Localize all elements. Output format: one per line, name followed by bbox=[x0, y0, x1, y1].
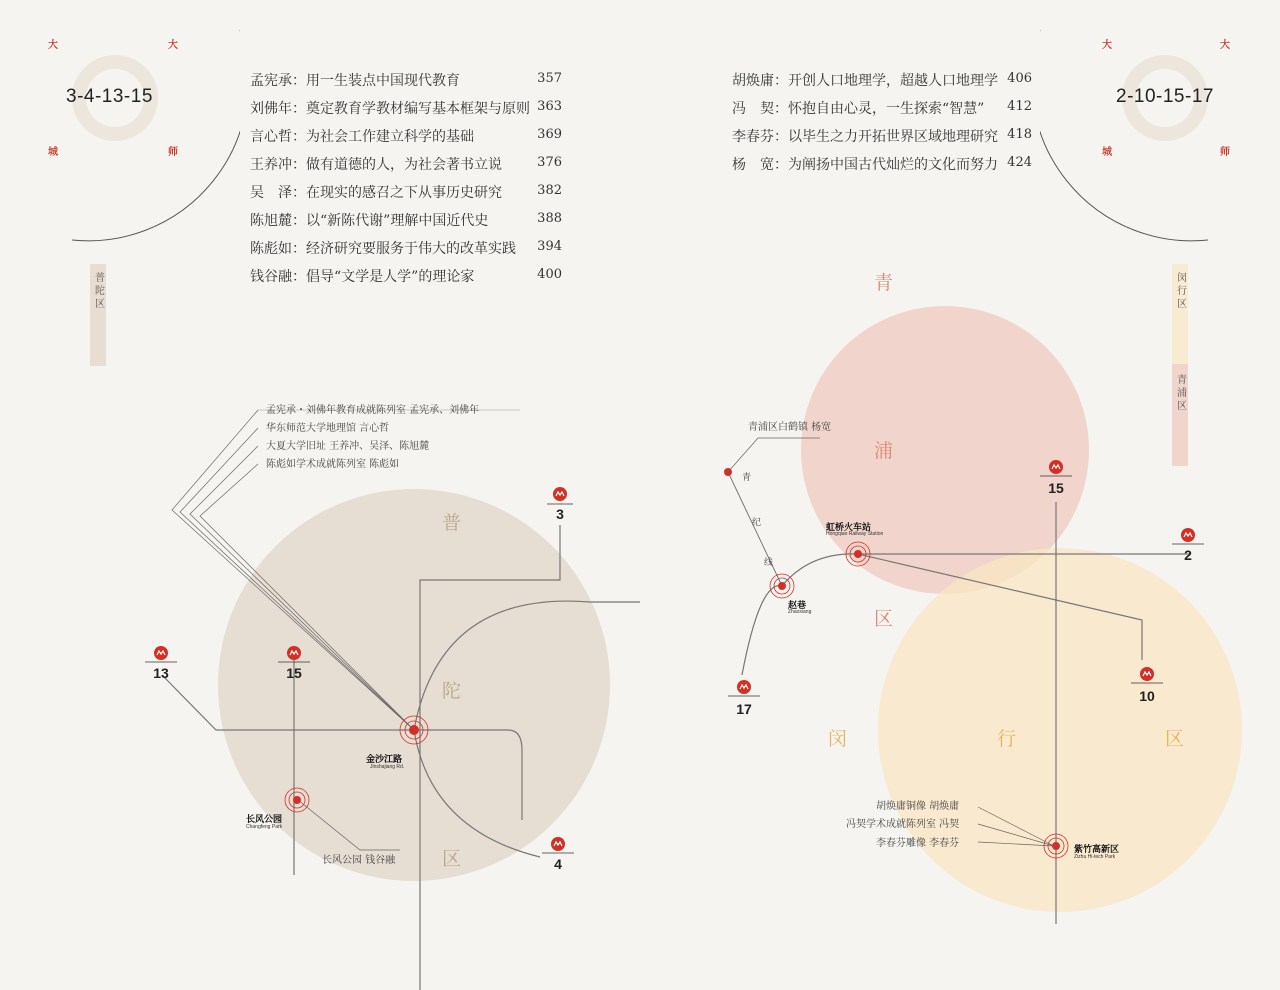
toc-name: 冯 契 bbox=[732, 101, 774, 117]
right-corner-char-1: 大 bbox=[1102, 40, 1112, 51]
line-number-3: 3 bbox=[556, 506, 564, 522]
toc-entry[interactable]: 冯 契：怀抱自由心灵，一生探索“智慧” bbox=[732, 101, 985, 117]
toc-desc: 以“新陈代谢”理解中国近代史 bbox=[306, 213, 489, 229]
left-corner-char-4: 师 bbox=[168, 147, 178, 158]
toc-page-number: 424 bbox=[1007, 155, 1032, 170]
qingji-line-char-2: 纪 bbox=[752, 518, 762, 528]
station-en-jinshajiang: Jinshajiang Rd. bbox=[370, 764, 405, 770]
toc-name: 吴 泽 bbox=[250, 185, 292, 201]
station-en-zhaoxiang: Zhaoxiang bbox=[788, 609, 812, 615]
toc-desc: 倡导“文学是人学”的理论家 bbox=[306, 269, 475, 285]
toc-entry[interactable]: 言心哲：为社会工作建立科学的基础 bbox=[250, 129, 474, 145]
zizhu-annotation: 冯契学术成就陈列室 冯契 bbox=[846, 819, 960, 830]
toc-page-number: 406 bbox=[1007, 71, 1032, 86]
station-name-zhaoxiang: 赵巷 bbox=[788, 601, 807, 611]
toc-desc: 奠定教育学教材编写基本框架与原则 bbox=[306, 101, 530, 117]
toc-desc: 为社会工作建立科学的基础 bbox=[306, 129, 474, 145]
toc-name: 刘佛年 bbox=[250, 101, 292, 117]
annotation-label: 大夏大学旧址 王养冲、吴泽、陈旭麓 bbox=[266, 441, 430, 452]
line-number-2: 2 bbox=[1184, 547, 1192, 563]
right-corner-decoration bbox=[1040, 0, 1280, 250]
toc-name: 言心哲 bbox=[250, 129, 292, 145]
toc-desc: 做有道德的人，为社会著书立说 bbox=[306, 157, 502, 173]
annotation-label: 陈彪如学术成就陈列室 陈彪如 bbox=[266, 459, 400, 470]
annotation-label: 孟宪承・刘佛年教育成就陈列室 孟宪承、刘佛年 bbox=[266, 405, 480, 416]
putuo-char-3: 区 bbox=[442, 848, 462, 870]
toc-entry[interactable]: 陈旭麓：以“新陈代谢”理解中国近代史 bbox=[250, 213, 489, 229]
metro-logo-13 bbox=[145, 646, 177, 662]
toc-desc: 开创人口地理学，超越人口地理学 bbox=[788, 73, 998, 89]
qingji-line-char-1: 青 bbox=[742, 473, 752, 483]
toc-name: 钱谷融 bbox=[250, 269, 292, 285]
zhaoxiang-station-marker bbox=[770, 574, 794, 598]
station-name-hongqiao: 虹桥火车站 bbox=[826, 523, 872, 533]
qingpu-minhang-map bbox=[660, 290, 1280, 930]
putuo-char-2: 陀 bbox=[442, 680, 462, 702]
toc-entry[interactable]: 孟宪承：用一生装点中国现代教育 bbox=[250, 73, 460, 89]
right-route-code: 2-10-15-17 bbox=[1116, 86, 1214, 107]
metro-logo-3 bbox=[547, 487, 573, 504]
line-number-17: 17 bbox=[736, 701, 752, 717]
toc-name: 王养冲 bbox=[250, 157, 292, 173]
toc-entry[interactable]: 胡焕庸：开创人口地理学，超越人口地理学 bbox=[732, 73, 998, 89]
station-en-zizhu: Zizhu Hi-tech Park bbox=[1074, 854, 1116, 860]
toc-page-number: 400 bbox=[537, 267, 562, 282]
left-corner-char-3: 城 bbox=[48, 147, 58, 158]
changfeng-annotation: 长风公园 钱谷融 bbox=[322, 855, 396, 866]
toc-name: 李春芬 bbox=[732, 129, 774, 145]
qingji-line-track bbox=[728, 472, 782, 586]
toc-page-number: 382 bbox=[537, 183, 562, 198]
left-route-code: 3-4-13-15 bbox=[66, 86, 153, 107]
toc-name: 孟宪承 bbox=[250, 73, 292, 89]
toc-entry[interactable]: 杨 宽：为阐扬中国古代灿烂的文化而努力 bbox=[732, 157, 998, 173]
qingji-line-char-3: 线 bbox=[764, 558, 774, 568]
toc-page-number: 388 bbox=[537, 211, 562, 226]
toc-name: 胡焕庸 bbox=[732, 73, 774, 89]
zizhu-annotation: 李春芬雕像 李春芬 bbox=[876, 838, 960, 849]
line-number-15: 15 bbox=[286, 665, 302, 681]
annotation-label: 华东师范大学地理馆 言心哲 bbox=[266, 423, 390, 434]
toc-page-number: 369 bbox=[537, 127, 562, 142]
toc-entry[interactable]: 刘佛年：奠定教育学教材编写基本框架与原则 bbox=[250, 101, 530, 117]
station-en-changfeng: Changfeng Park bbox=[246, 824, 283, 830]
left-corner-char-2: 大 bbox=[168, 40, 178, 51]
minhang-char-3: 区 bbox=[1165, 728, 1185, 750]
right-corner-char-2: 大 bbox=[1220, 40, 1230, 51]
district-tab-label: 闵行区 bbox=[1174, 272, 1186, 311]
zizhu-annotation: 胡焕庸铜像 胡焕庸 bbox=[876, 801, 960, 812]
metro-logo-17 bbox=[728, 680, 760, 696]
right-corner-char-4: 师 bbox=[1220, 147, 1230, 158]
toc-desc: 经济研究要服务于伟大的改革实践 bbox=[306, 241, 516, 257]
district-tab-label: 普陀区 bbox=[92, 272, 104, 311]
minhang-char-1: 闵 bbox=[828, 728, 848, 750]
toc-desc: 怀抱自由心灵，一生探索“智慧” bbox=[788, 101, 985, 117]
toc-page-number: 418 bbox=[1007, 127, 1032, 142]
district-tab-label: 青浦区 bbox=[1174, 374, 1186, 413]
station-name-zizhu: 紫竹高新区 bbox=[1074, 845, 1120, 855]
line-number-15: 15 bbox=[1048, 480, 1064, 496]
qingpu-char-2: 浦 bbox=[874, 440, 894, 462]
toc-entry[interactable]: 王养冲：做有道德的人，为社会著书立说 bbox=[250, 157, 502, 173]
toc-desc: 用一生装点中国现代教育 bbox=[306, 73, 460, 89]
minhang-char-2: 行 bbox=[997, 728, 1017, 750]
toc-entry[interactable]: 吴 泽：在现实的感召之下从事历史研究 bbox=[250, 185, 502, 201]
left-corner-decoration bbox=[0, 0, 240, 250]
line-number-10: 10 bbox=[1139, 688, 1155, 704]
toc-name: 杨 宽 bbox=[732, 157, 774, 173]
toc-page-number: 394 bbox=[537, 239, 562, 254]
toc-entry[interactable]: 李春芬：以毕生之力开拓世界区域地理研究 bbox=[732, 129, 998, 145]
toc-page-number: 363 bbox=[537, 99, 562, 114]
metro-logo-4 bbox=[542, 837, 574, 853]
metro-logo-2 bbox=[1172, 528, 1204, 544]
qingpu-char-3: 区 bbox=[874, 608, 894, 630]
toc-page-number: 357 bbox=[537, 71, 562, 86]
putuo-map bbox=[0, 380, 660, 990]
toc-desc: 为阐扬中国古代灿烂的文化而努力 bbox=[788, 157, 998, 173]
line-number-13: 13 bbox=[153, 665, 169, 681]
district-tab-putuo[interactable] bbox=[90, 264, 106, 366]
toc-name: 陈旭麓 bbox=[250, 213, 292, 229]
right-corner-char-3: 城 bbox=[1102, 147, 1112, 158]
toc-page-number: 412 bbox=[1007, 99, 1032, 114]
toc-desc: 在现实的感召之下从事历史研究 bbox=[306, 185, 502, 201]
left-corner-char-1: 大 bbox=[48, 40, 58, 51]
qingpu-char-1: 青 bbox=[874, 272, 894, 294]
toc-name: 陈彪如 bbox=[250, 241, 292, 257]
station-name-jinshajiang: 金沙江路 bbox=[366, 755, 403, 765]
toc-entry[interactable]: 钱谷融：倡导“文学是人学”的理论家 bbox=[250, 269, 475, 285]
toc-desc: 以毕生之力开拓世界区域地理研究 bbox=[788, 129, 998, 145]
putuo-char-1: 普 bbox=[442, 512, 462, 534]
qingpu-annotation: 青浦区白鹤镇 杨宽 bbox=[748, 422, 832, 433]
line-number-4: 4 bbox=[554, 856, 562, 872]
toc-entry[interactable]: 陈彪如：经济研究要服务于伟大的改革实践 bbox=[250, 241, 516, 257]
toc-page-number: 376 bbox=[537, 155, 562, 170]
station-name-changfeng: 长风公园 bbox=[246, 815, 283, 825]
station-en-hongqiao: Hongqiao Railway Station bbox=[826, 531, 884, 537]
